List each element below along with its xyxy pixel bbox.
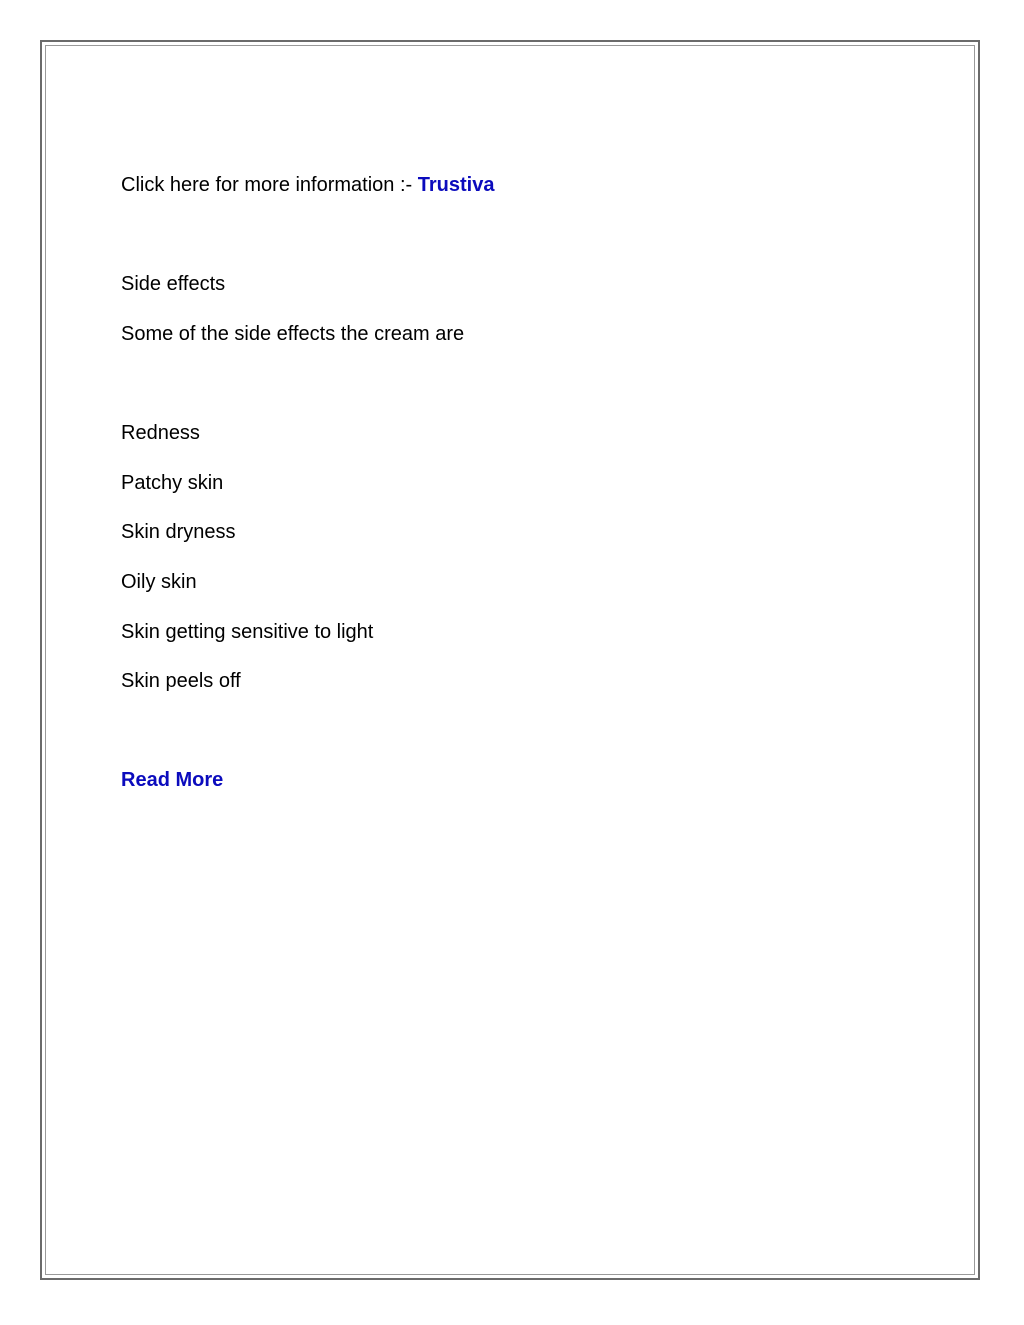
page-border: [40, 40, 980, 1280]
page-border-inner: [45, 45, 975, 1275]
side-effect-item-patchy-skin: Patchy skin: [121, 472, 224, 494]
side-effects-intro: Some of the side effects the cream are: [121, 323, 465, 345]
trustiva-link[interactable]: Trustiva: [417, 174, 495, 196]
side-effect-item-light-sensitivity: Skin getting sensitive to light: [121, 621, 374, 643]
side-effect-item-skin-peels: Skin peels off: [121, 670, 241, 692]
read-more-line: [121, 768, 223, 792]
side-effect-item-oily-skin: Oily skin: [121, 571, 197, 593]
side-effect-item-skin-dryness: Skin dryness: [121, 521, 236, 543]
info-line: [121, 173, 494, 197]
info-text: Click here for more information :-: [121, 174, 418, 196]
side-effect-item-redness: Redness: [121, 422, 200, 444]
side-effects-heading: Side effects: [121, 273, 226, 295]
read-more-link[interactable]: Read More: [121, 769, 224, 791]
